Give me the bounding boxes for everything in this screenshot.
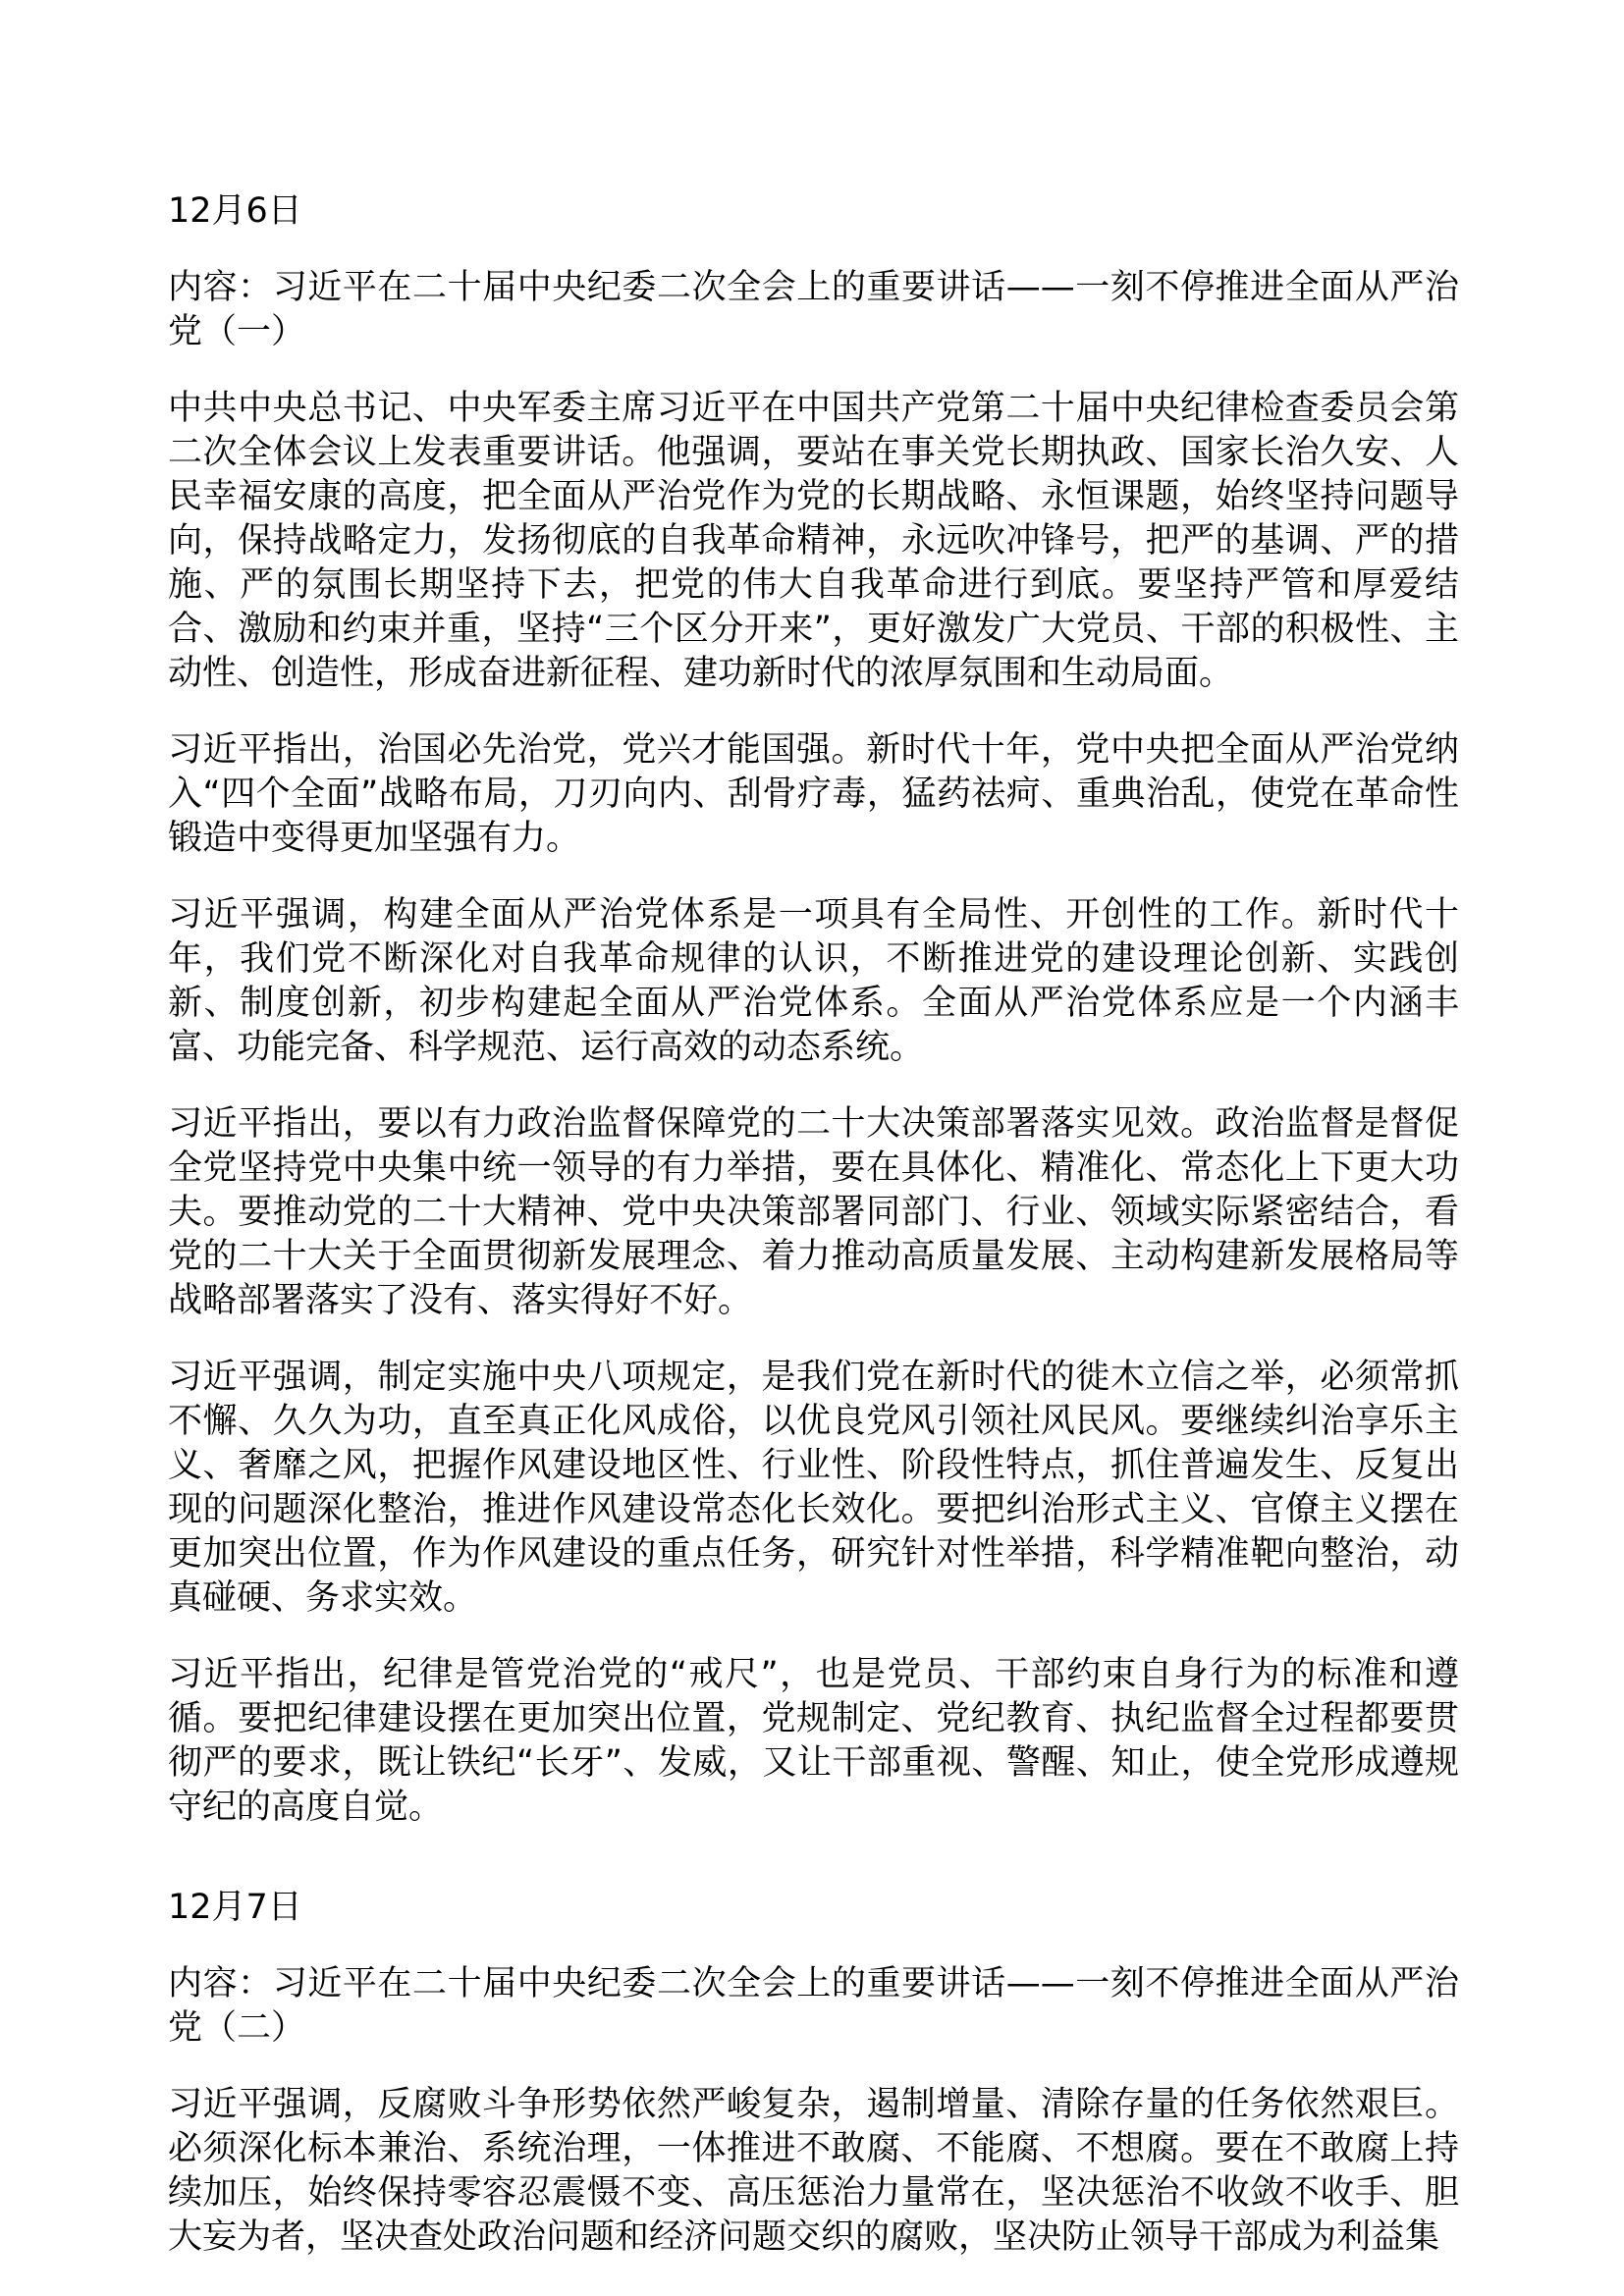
section-dec-7 [168,1886,1459,2260]
body-paragraph: 习近平强调，制定实施中央八项规定，是我们党在新时代的徙木立信之举，必须常抓不懈、久久为功，直至真正化风成俗，以优良党风引领社风民风。要继续纠治享乐主义、奢靡之风，把握作风建设地区性、行业性、阶段性特点，抓住普遍发生、反复出现的问题深化整治，推进作风建设常态化长效化。要把纠治形式主义、官僚主义摆在更加突出位置，作为作风建设的重点任务，研究针对性举措，科学精准靶向整治，动真碰硬、务求实效。 [168,1358,1459,1618]
body-paragraph: 习近平强调，反腐败斗争形势依然严峻复杂，遏制增量、清除存量的任务依然艰巨。必须深化标本兼治、系统治理，一体推进不敢腐、不能腐、不想腐。要在不敢腐上持续加压，始终保持零容忍震慑不变、高压惩治力量常在，坚决惩治不收敛不收手、胆大妄为者，坚决查处政治问题和经济问题交织的腐败，坚决防止领导干部成为利益集 [168,2085,1459,2257]
date-heading: 12月7日 [168,1888,302,1927]
section-dec-6 [168,189,1459,1830]
content-title: 内容：习近平在二十届中央纪委二次全会上的重要讲话——一刻不停推进全面从严治党（一） [168,268,1459,351]
body-paragraph: 中共中央总书记、中央军委主席习近平在中国共产党第二十届中央纪律检查委员会第二次全体会议上发表重要讲话。他强调，要站在事关党长期执政、国家长治久安、人民幸福安康的高度，把全面从严治党作为党的长期战略、永恒课题，始终坚持问题导向，保持战略定力，发扬彻底的自我革命精神，永远吹冲锋号，把严的基调、严的措施、严的氛围长期坚持下去，把党的伟大自我革命进行到底。要坚持严管和厚爱结合、激励和约束并重，坚持“三个区分开来”，更好激发广大党员、干部的积极性、主动性、创造性，形成奋进新征程、建功新时代的浓厚氛围和生动局面。 [168,389,1459,693]
content-title: 内容：习近平在二十届中央纪委二次全会上的重要讲话——一刻不停推进全面从严治党（二） [168,1964,1459,2048]
body-paragraph: 习近平指出，治国必先治党，党兴才能国强。新时代十年，党中央把全面从严治党纳入“四个全面”战略布局，刀刃向内、刮骨疗毒，猛药祛疴、重典治乱，使党在革命性锻造中变得更加坚强有力。 [168,730,1459,858]
date-heading: 12月6日 [168,191,302,231]
body-paragraph: 习近平指出，纪律是管党治党的“戒尺”，也是党员、干部约束自身行为的标准和遵循。要把纪律建设摆在更加突出位置，党规制定、党纪教育、执纪监督全过程都要贯彻严的要求，既让铁纪“长牙”、发威，又让干部重视、警醒、知止，使全党形成遵规守纪的高度自觉。 [168,1655,1459,1827]
body-paragraph: 习近平强调，构建全面从严治党体系是一项具有全局性、开创性的工作。新时代十年，我们党不断深化对自我革命规律的认识，不断推进党的建设理论创新、实践创新、制度创新，初步构建起全面从严治党体系。全面从严治党体系应是一个内涵丰富、功能完备、科学规范、运行高效的动态系统。 [168,895,1459,1067]
body-paragraph: 习近平指出，要以有力政治监督保障党的二十大决策部署落实见效。政治监督是督促全党坚持党中央集中统一领导的有力举措，要在具体化、精准化、常态化上下更大功夫。要推动党的二十大精神、党中央决策部署同部门、行业、领域实际紧密结合，看党的二十大关于全面贯彻新发展理念、着力推动高质量发展、主动构建新发展格局等战略部署落实了没有、落实得好不好。 [168,1104,1459,1320]
